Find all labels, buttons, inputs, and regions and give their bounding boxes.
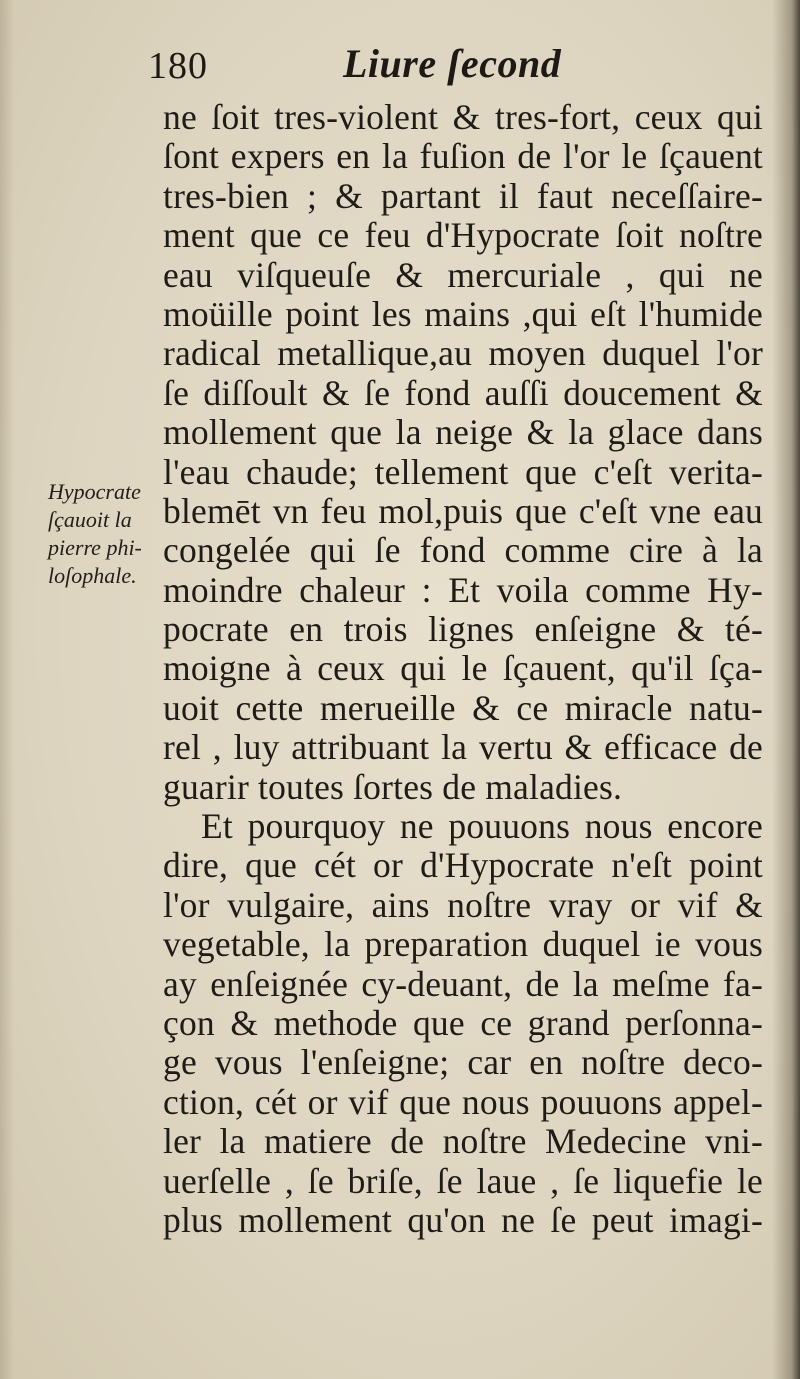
text-line: ler la matiere de noſtre Medecine vni- (163, 1121, 763, 1162)
text-line: uerſelle , ſe briſe, ſe laue , ſe liquefie le (163, 1160, 763, 1201)
text-line: ment que ce feu d'Hypocrate ſoit noſtre (163, 215, 763, 256)
text-line: eau viſqueuſe & mercuriale , qui ne (163, 254, 763, 295)
text-line: dire, que cét or d'Hypocrate n'eſt point (163, 845, 763, 886)
body-text (163, 98, 763, 1240)
running-head (148, 40, 748, 96)
text-line: congelée qui ſe fond comme cire à la (163, 530, 763, 571)
text-line: moindre chaleur : Et voila comme Hy- (163, 569, 763, 610)
text-line: ction, cét or vif que nous pouuons appel- (163, 1081, 763, 1122)
text-line: moigne à ceux qui le ſçauent, qu'il ſça- (163, 648, 763, 689)
text-line: pocrate en trois lignes enſeigne & té- (163, 609, 763, 650)
marginal-note-line: ſçauoit la (48, 507, 132, 532)
text-line: mollement que la neige & la glace dans (163, 412, 763, 453)
text-line: ay enſeignée cy-deuant, de la meſme fa- (163, 963, 763, 1004)
running-title: Liure ſecond (343, 41, 562, 86)
text-line: moüille point les mains ,qui eſt l'humide (163, 293, 763, 334)
text-line: ne ſoit tres-violent & tres-fort, ceux qui (163, 97, 763, 137)
text-line: plus mollement qu'on ne ſe peut imagi- (163, 1199, 763, 1240)
text-line: tres-bien ; & partant il faut neceſſaire- (163, 175, 763, 216)
text-line: l'eau chaude; tellement que c'eſt verita- (163, 451, 763, 492)
marginal-note-line: pierre phi- (48, 535, 142, 560)
marginal-note-line: loſophale. (48, 563, 137, 588)
spine-shadow (772, 0, 800, 1379)
marginal-note (48, 478, 158, 590)
text-line: Et pourquoy ne pouuons nous encore (201, 806, 763, 847)
page-edge-shading (0, 0, 14, 1379)
text-line: blemēt vn feu mol,puis que c'eſt vne eau (163, 490, 763, 531)
text-line: ſont expers en la fuſion de l'or le ſçauent (163, 136, 763, 177)
text-line: vegetable, la preparation duquel ie vous (163, 924, 763, 965)
page-number: 180 (148, 45, 208, 87)
text-line: guarir toutes ſortes de maladies. (163, 766, 623, 807)
text-line: radical metallique,au moyen duquel l'or (163, 333, 763, 374)
text-line: uoit cette merueille & ce miracle natu- (163, 687, 763, 728)
text-line: çon & methode que ce grand perſonna- (163, 1002, 763, 1043)
text-line: l'or vulgaire, ains noſtre vray or vif & (163, 884, 763, 925)
text-line: rel , luy attribuant la vertu & efficace de (163, 727, 763, 768)
text-line: ſe diſſoult & ſe fond auſſi doucement & (163, 372, 763, 413)
text-line: ge vous l'enſeigne; car en noſtre deco- (163, 1042, 763, 1083)
marginal-note-line: Hypocrate (48, 479, 141, 504)
